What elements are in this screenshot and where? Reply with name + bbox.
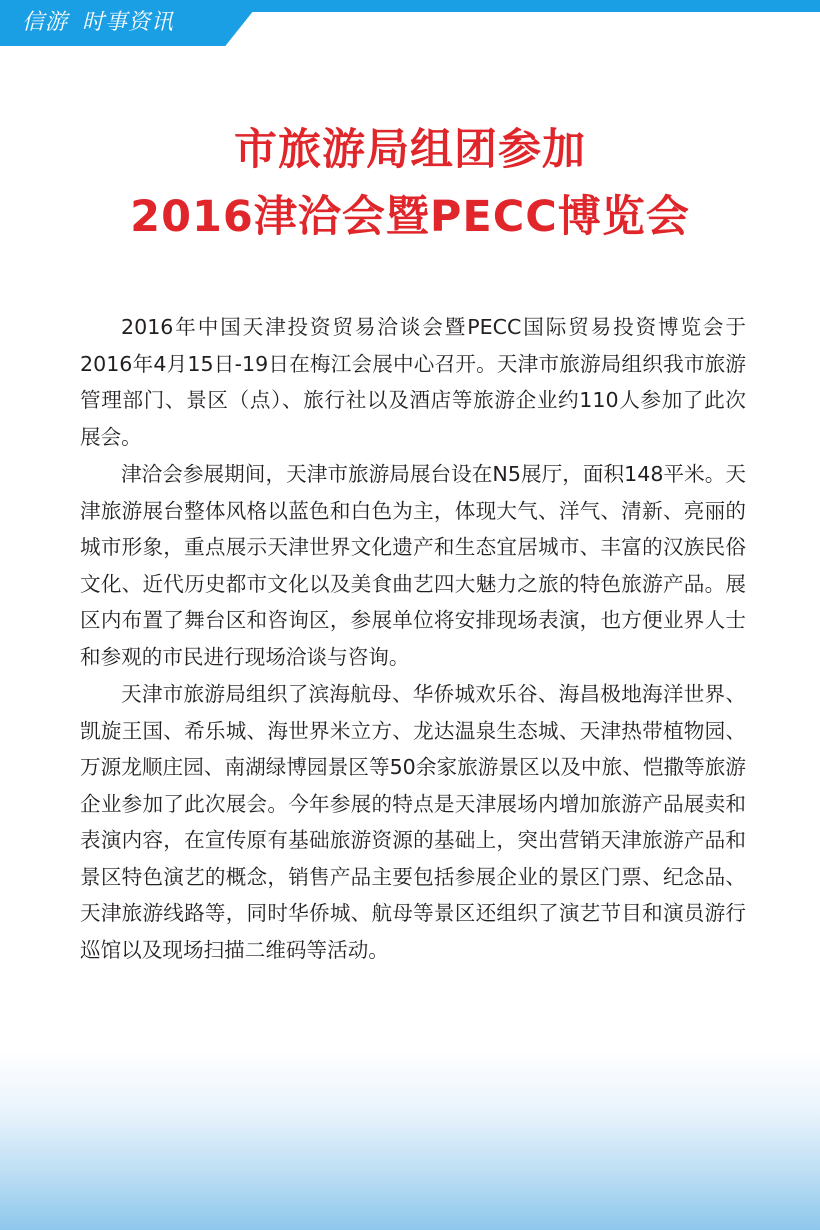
section-header [22, 7, 174, 39]
paragraph: 津洽会参展期间，天津市旅游局展台设在N5展厅，面积148平米。天津旅游展台整体风格以蓝色和白色为主，体现大气、洋气、清新、亮丽的城市形象，重点展示天津世界文化遗产和生态宜居城市、丰富的汉族民俗文化、近代历史都市文化以及美食曲艺四大魅力之旅的特色旅游产品。展区内布置了舞台区和咨询区，参展单位将安排现场表演，也方便业界人士和参观的市民进行现场洽谈与咨询。 [80, 462, 746, 669]
brand-label: 信游 [22, 10, 69, 35]
title-line-2: 2016津洽会暨PECC博览会 [130, 192, 690, 242]
article-title [0, 117, 820, 251]
paragraph: 天津市旅游局组织了滨海航母、华侨城欢乐谷、海昌极地海洋世界、凯旋王国、希乐城、海世界米立方、龙达温泉生态城、天津热带植物园、万源龙顺庄园、南湖绿博园景区等50余家旅游景区以及中旅、恺撒等旅游企业参加了此次展会。今年参展的特点是天津展场内增加旅游产品展卖和表演内容，在宣传原有基础旅游资源的基础上，突出营销天津旅游产品和景区特色演艺的概念，销售产品主要包括参展企业的景区门票、纪念品、天津旅游线路等，同时华侨城、航母等景区还组织了演艺节目和演员游行巡馆以及现场扫描二维码等活动。 [80, 682, 746, 962]
section-label: 时事资讯 [82, 10, 175, 35]
article-body [80, 309, 746, 969]
title-line-1: 市旅游局组团参加 [234, 125, 586, 175]
paragraph: 2016年中国天津投资贸易洽谈会暨PECC国际贸易投资博览会于2016年4月15日-19日在梅江会展中心召开。天津市旅游局组织我市旅游管理部门、景区（点）、旅行社以及酒店等旅游企业约110人参加了此次展会。 [80, 315, 746, 449]
